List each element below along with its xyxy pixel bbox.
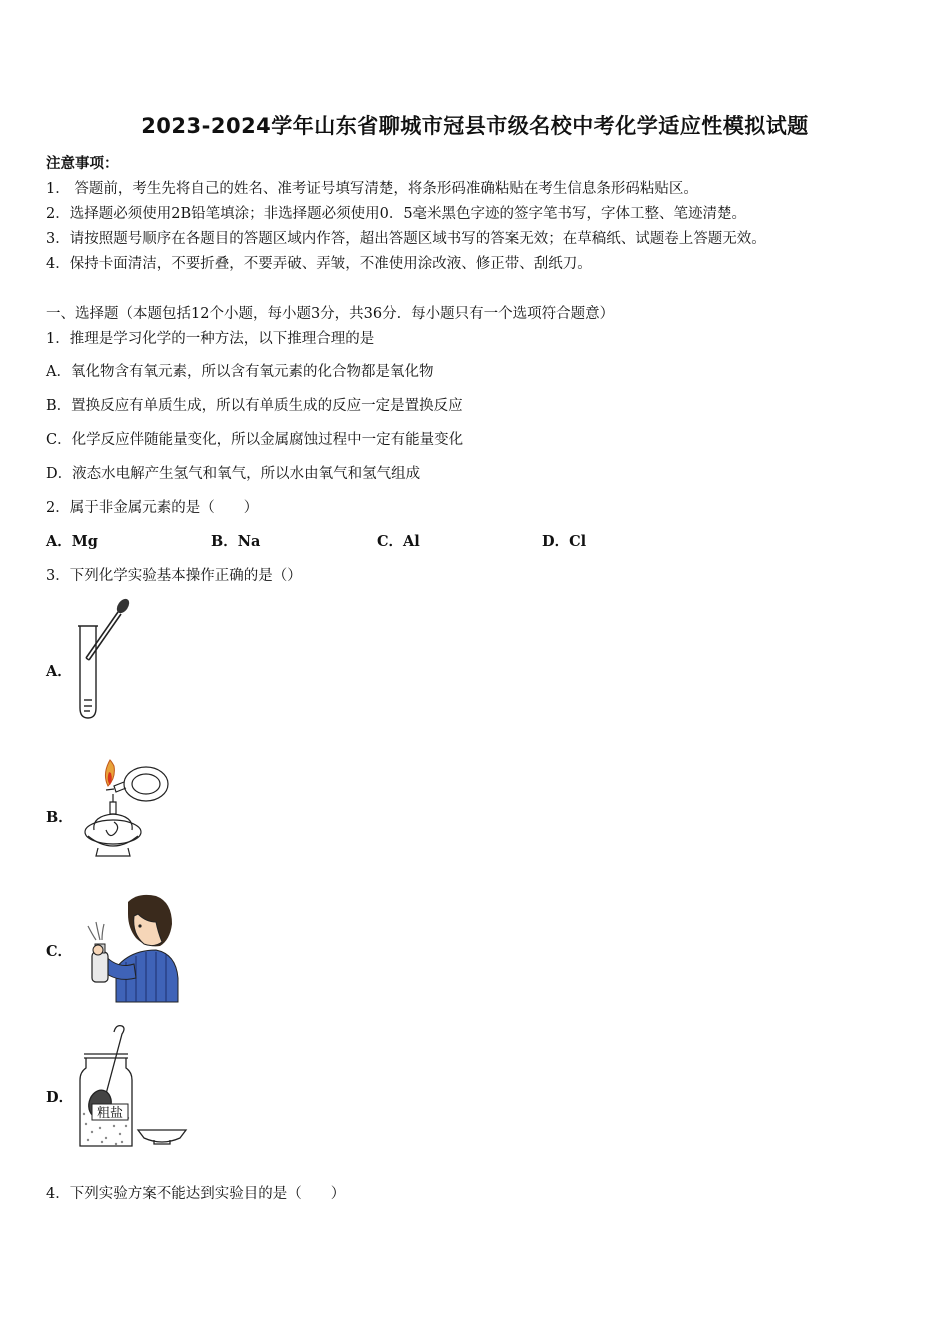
q4-stem: 4．下列实验方案不能达到实验目的是（ ） [46, 1186, 346, 1202]
notice-item-3: 3．请按照题号顺序在各题目的答题区域内作答，超出答题区域书写的答案无效；在草稿纸、试题卷上答题无效。 [46, 231, 766, 247]
section-heading: 一、选择题（本题包括12个小题，每小题3分，共36分．每小题只有一个选项符合题意） [46, 306, 615, 322]
notice-heading: 注意事项： [46, 155, 119, 172]
q1-option-d: D．液态水电解产生氢气和氧气，所以水由氧气和氢气组成 [46, 466, 421, 482]
q3-label-c: C． [46, 943, 73, 960]
dropper-test-tube-figure [74, 596, 134, 722]
q3-label-d: D． [46, 1089, 74, 1106]
q2-option-c: C．Al [377, 533, 420, 550]
q1-option-c: C．化学反应伴随能量变化，所以金属腐蚀过程中一定有能量变化 [46, 432, 464, 448]
q1-stem: 1．推理是学习化学的一种方法，以下推理合理的是 [46, 331, 375, 347]
notice-item-2: 2．选择题必须使用2B铅笔填涂；非选择题必须使用0．5毫米黑色字迹的签字笔书写，字体工整、笔迹清楚。 [46, 206, 747, 222]
salt-jar-figure [76, 1022, 188, 1150]
q1-option-b: B．置换反应有单质生成，所以有单质生成的反应一定是置换反应 [46, 398, 463, 414]
page-title: 2023-2024学年山东省聊城市冠县市级名校中考化学适应性模拟试题 [141, 114, 809, 138]
q3-stem: 3．下列化学实验基本操作正确的是（） [46, 568, 302, 584]
q3-label-b: B． [46, 809, 73, 826]
q2-option-d: D．Cl [542, 533, 587, 550]
salt-jar-label: 粗盐 [96, 1106, 124, 1121]
boy-with-bottle-figure [76, 892, 180, 1004]
alcohol-lamp-figure [76, 756, 174, 860]
q2-option-b: B．Na [211, 533, 261, 550]
notice-item-1: 1． 答题前，考生先将自己的姓名、准考证号填写清楚，将条形码准确粘贴在考生信息条形码粘贴区。 [46, 181, 698, 197]
q2-stem: 2．属于非金属元素的是（ ） [46, 500, 259, 516]
q3-label-a: A． [46, 663, 72, 680]
q2-option-a: A．Mg [46, 533, 98, 550]
q1-option-a: A．氧化物含有氧元素，所以含有氧元素的化合物都是氧化物 [46, 364, 434, 380]
notice-item-4: 4．保持卡面清洁，不要折叠，不要弄破、弄皱，不准使用涂改液、修正带、刮纸刀。 [46, 256, 592, 272]
